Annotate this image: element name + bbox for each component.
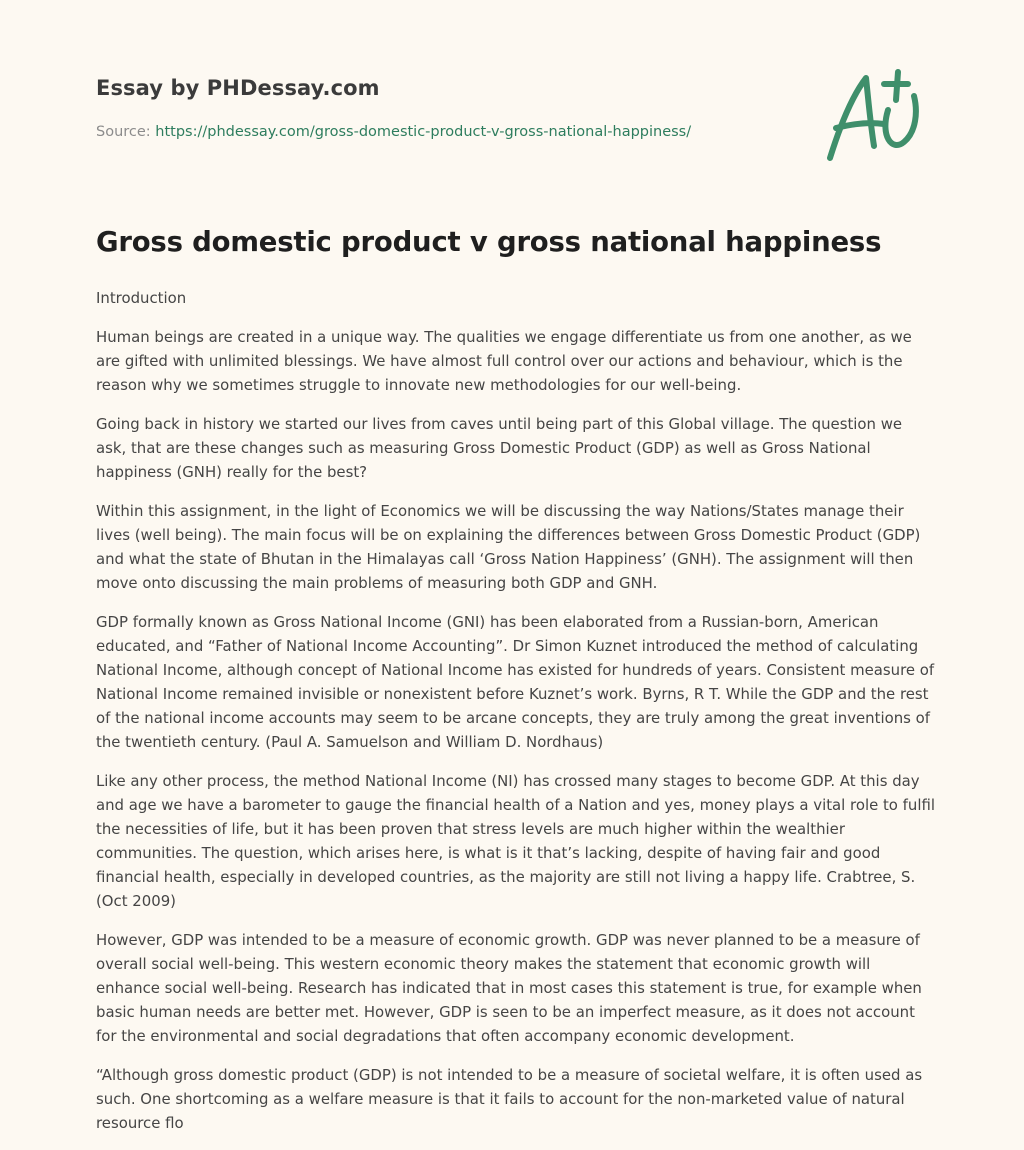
essay-body xyxy=(96,286,936,1150)
essay-title: Gross domestic product v gross national happiness xyxy=(96,226,882,258)
source-label: Source: xyxy=(96,124,156,140)
source-line xyxy=(96,124,691,140)
essay-paragraph: Going back in history we started our lives from caves until being part of this Global village. The question we ask, that are these changes such as measuring Gross Domestic Product (GDP) as well as Gross National happiness (GNH) really for the best? xyxy=(96,415,903,481)
essay-paragraph: GDP formally known as Gross National Income (GNI) has been elaborated from a Russian-born, American educated, and “Father of National Income Accounting”. Dr Simon Kuznet introduced the method of calculating National Income, although concept of National Income has existed for hundreds of years. Consistent measure of National Income remained invisible or nonexistent before Kuznet’s work. Byrns, R T. While the GDP and the rest of the national income accounts may seem to be arcane concepts, they are truly among the great inventions of the twentieth century. (Paul A. Samuelson and William D. Nordhaus) xyxy=(96,613,935,751)
source-link[interactable]: https://phdessay.com/gross-domestic-product-v-gross-national-happiness/ xyxy=(155,124,692,140)
site-title: Essay by PHDessay.com xyxy=(96,76,380,100)
essay-paragraph: Within this assignment, in the light of Economics we will be discussing the way Nations/States manage their lives (well being). The main focus will be on explaining the differences between Gross Domestic Product (GDP) and what the state of Bhutan in the Himalayas call ‘Gross Nation Happiness’ (GNH). The assignment will then move onto discussing the main problems of measuring both GDP and GNH. xyxy=(96,502,921,592)
essay-paragraph: “Although gross domestic product (GDP) is not intended to be a measure of societal welfare, it is often used as such. One shortcoming as a welfare measure is that it fails to account for the non-marketed value of natural resource flo xyxy=(96,1066,923,1132)
a-plus-logo-icon xyxy=(822,66,926,166)
essay-paragraph: Like any other process, the method National Income (NI) has crossed many stages to become GDP. At this day and age we have a barometer to gauge the financial health of a Nation and yes, money plays a vital role to fulfil the necessities of life, but it has been proven that stress levels are much higher within the wealthier communities. The question, which arises here, is what is it that’s lacking, despite of having fair and good financial health, especially in developed countries, as the majority are still not living a happy life. Crabtree, S. (Oct 2009) xyxy=(96,772,935,910)
essay-paragraph: Introduction xyxy=(96,289,187,307)
essay-paragraph: However, GDP was intended to be a measure of economic growth. GDP was never planned to be a measure of overall social well-being. This western economic theory makes the statement that economic growth will enhance social well-being. Research has indicated that in most cases this statement is true, for example when basic human needs are better met. However, GDP is seen to be an imperfect measure, as it does not account for the environmental and social degradations that often accompany economic development. xyxy=(96,931,922,1045)
essay-paragraph: Human beings are created in a unique way. The qualities we engage differentiate us from one another, as we are gifted with unlimited blessings. We have almost full control over our actions and behaviour, which is the reason why we sometimes struggle to innovate new methodologies for our well-being. xyxy=(96,328,912,394)
